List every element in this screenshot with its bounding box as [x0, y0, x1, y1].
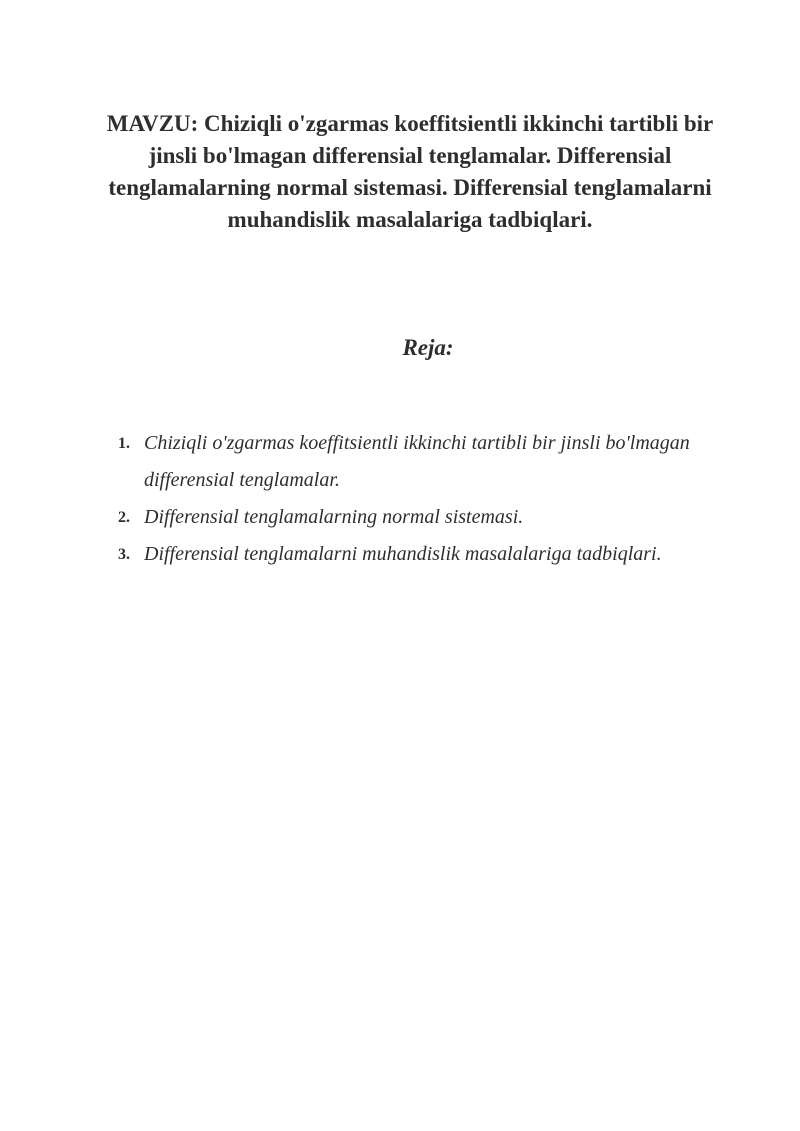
plan-item-text: Differensial tenglamalarni muhandislik masalalariga tadbiqlari.: [144, 543, 662, 565]
plan-item-2: [118, 499, 758, 536]
plan-item-number: 3.: [118, 546, 130, 563]
plan-item-text: Chiziqli o'zgarmas koeffitsientli ikkinchi tartibli bir jinsli bo'lmagan differensial tenglamalar.: [144, 432, 690, 491]
plan-item-text: Differensial tenglamalarning normal sistemasi.: [144, 506, 524, 528]
plan-item-number: 1.: [118, 435, 130, 452]
document-title: MAVZU: Chiziqli o'zgarmas koeffitsientli ikkinchi tartibli bir jinsli bo'lmagan differensial tenglamalar. Differensial tenglamalarning normal sistemasi. Differensial tenglamalarni muhandislik masalalariga tadbiqlari.: [106, 111, 714, 232]
plan-item-number: 2.: [118, 509, 130, 526]
plan-item-1: [118, 425, 758, 499]
plan-list: [118, 425, 758, 573]
plan-item-3: [118, 536, 758, 573]
plan-heading: Reja:: [402, 335, 454, 360]
